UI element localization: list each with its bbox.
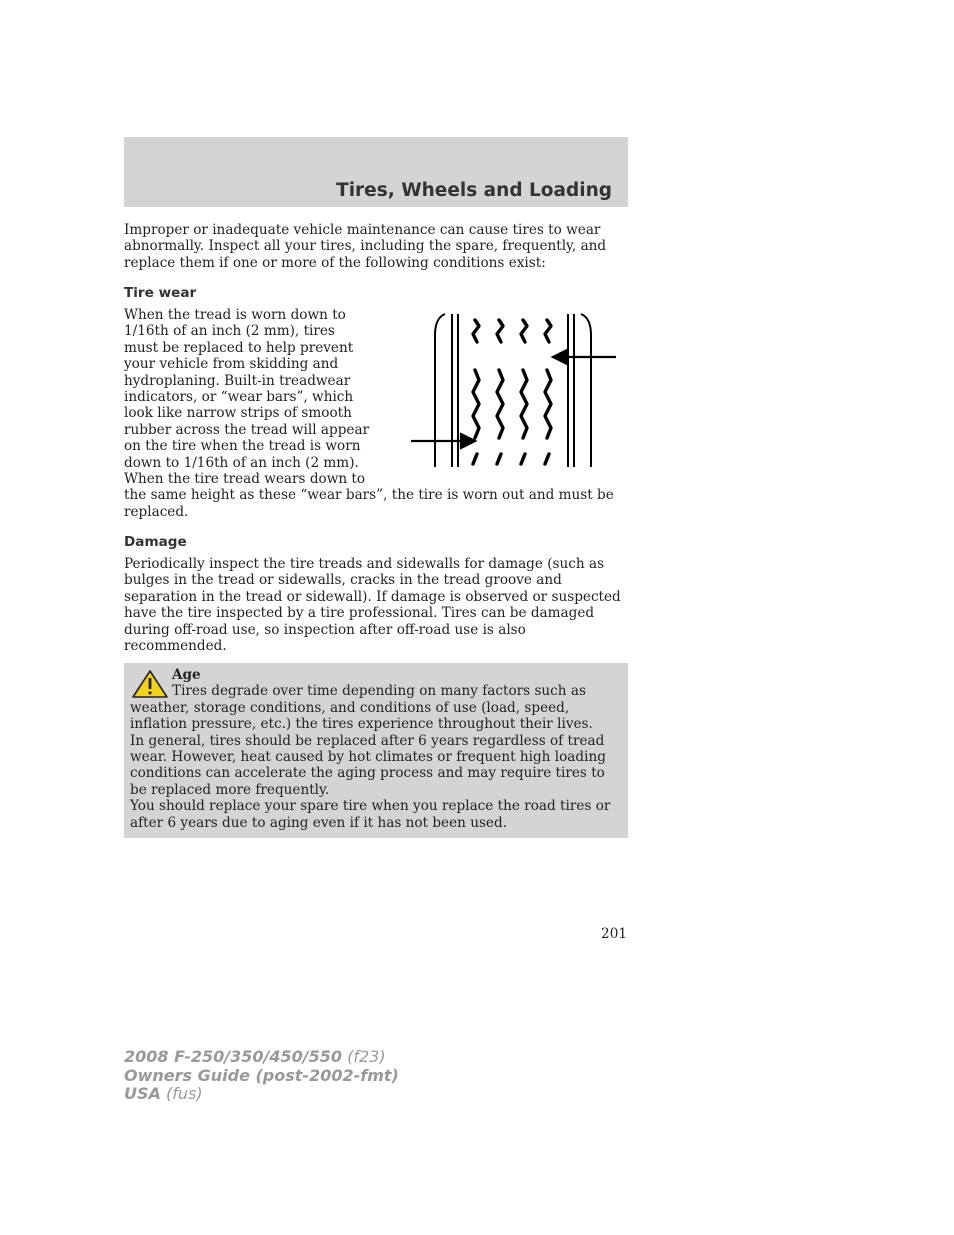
page-number: 201 xyxy=(601,926,627,942)
tread-groove xyxy=(473,320,479,342)
warning-title: Age xyxy=(172,667,201,683)
tire-left-edge xyxy=(435,314,445,467)
tread-groove xyxy=(473,454,477,464)
damage-text xyxy=(124,556,628,654)
warning-paragraph-1: Tires degrade over time depending on many factors such as weather, storage conditions, and conditions of use (load, speed, inflation pressure, etc.) the tires experience throughout their lives. xyxy=(130,683,593,733)
tread-groove xyxy=(545,320,551,342)
age-warning-box xyxy=(124,663,628,838)
footer-line-2 xyxy=(124,1067,399,1086)
warning-paragraph-3: You should replace your spare tire when you replace the road tires or after 6 years due to aging even if it has not been used. xyxy=(130,798,611,831)
footer-model: 2008 F-250/350/450/550 xyxy=(124,1047,342,1066)
tread-groove xyxy=(497,454,501,464)
tire-wear-heading: Tire wear xyxy=(124,285,197,301)
footer-market-code: (fus) xyxy=(160,1084,203,1103)
tire-wear-paragraph: When the tread is worn down to 1/16th of an inch (2 mm), tires must be replaced to help prevent your vehicle from skidding and hydroplaning. Built-in treadwear indicators, or “wear bars”, which look like narrow strips of smooth rubber across the tread will appear on the tire when the tread is worn down to 1/16th of an inch (2 mm). When the tire tread wears down to the same height as these “wear bars”, the tire is worn out and must be replaced. xyxy=(124,307,614,520)
section-header-band xyxy=(124,137,628,207)
tread-groove xyxy=(521,370,527,438)
treadwear-indicator-illustration xyxy=(405,310,620,472)
footer-market: USA xyxy=(124,1084,161,1103)
tread-groove xyxy=(545,370,551,438)
warning-triangle-icon xyxy=(130,667,170,699)
wear-bar-arrow-left-head xyxy=(461,434,475,448)
tread-groove xyxy=(545,454,549,464)
damage-heading: Damage xyxy=(124,534,187,550)
footer-line-1 xyxy=(124,1048,399,1067)
tread-groove xyxy=(497,370,503,438)
intro-text xyxy=(124,222,628,271)
section-title: Tires, Wheels and Loading xyxy=(336,180,612,201)
footer-guide-type: Owners Guide (post-2002-fmt) xyxy=(124,1065,399,1085)
warning-paragraph-2: In general, tires should be replaced after 6 years regardless of tread wear. However, heat caused by hot climates or frequent high loading conditions can accelerate the aging process and may require tires to be replaced more frequently. xyxy=(130,732,606,798)
tread-groove xyxy=(473,370,479,438)
wear-bar-arrow-right-head xyxy=(553,350,567,364)
footer-model-code: (f23) xyxy=(342,1047,386,1066)
damage-paragraph: Periodically inspect the tire treads and sidewalls for damage (such as bulges in the tread or sidewalls, cracks in the tread groove and separation in the tread or sidewall). If damage is observed or suspected have the tire inspected by a tire professional. Tires can be damaged during off-road use, so inspection after off-road use is also recommended. xyxy=(124,556,621,655)
footer-line-3 xyxy=(124,1085,399,1104)
tread-groove xyxy=(497,320,503,342)
tire-right-edge xyxy=(581,314,591,467)
tread-groove xyxy=(521,320,527,342)
intro-paragraph: Improper or inadequate vehicle maintenance can cause tires to wear abnormally. Inspect all your tires, including the spare, frequently, and replace them if one or more of the following conditions exist: xyxy=(124,222,607,271)
tread-groove xyxy=(521,454,525,464)
document-footer xyxy=(124,1048,399,1104)
